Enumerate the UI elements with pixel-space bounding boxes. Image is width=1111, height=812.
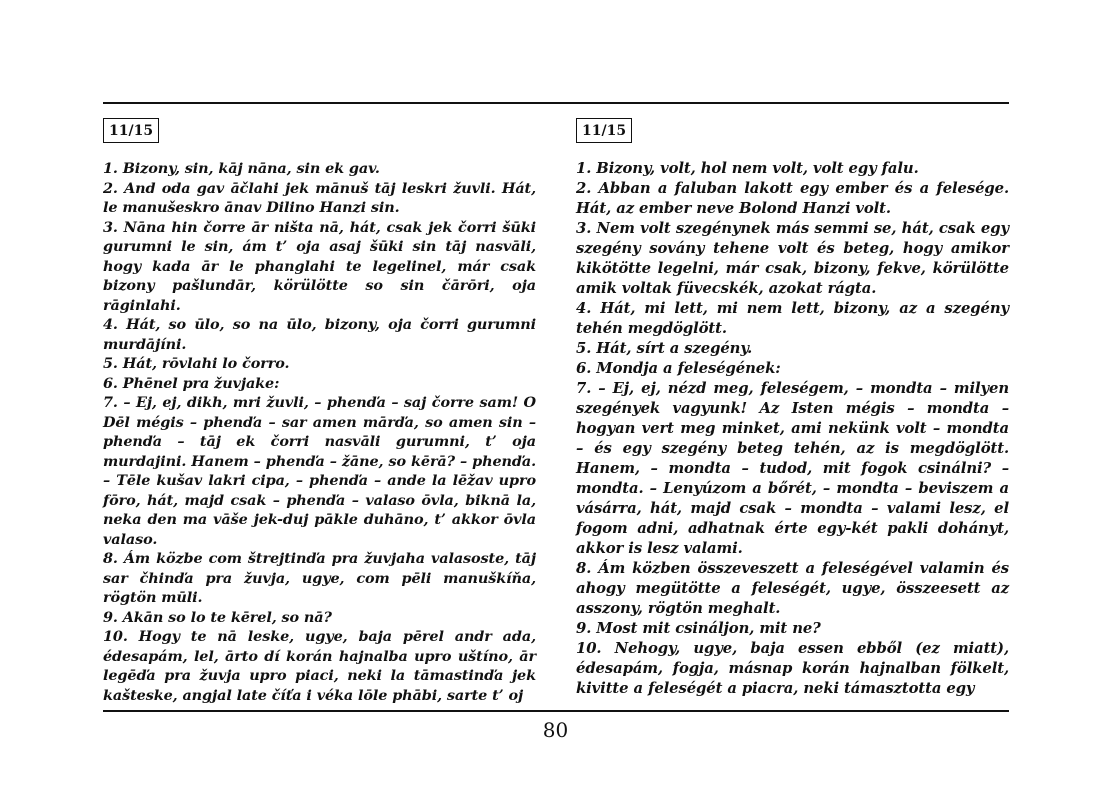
left-column-romani [103, 118, 536, 705]
top-rule [103, 102, 1009, 104]
page-number: 80 [542, 718, 569, 742]
paragraph: 4. Hát, mi lett, mi nem lett, bizony, az a szegény tehén megdöglött. [576, 300, 1009, 337]
paragraph: 1. Bizony, volt, hol nem volt, volt egy falu. [576, 160, 919, 177]
paragraph: 3. Nāna hin čorre ār ništa nā, hát, csak jek čorri šūki gurumni le sin, ám t’ oja asaj šūki sin tāj nasvāli, hogy kada ār le phanglahi te legelinel, már csak bizony pašlundār, körülötte so sin čārōri, oja rāginlahi. [103, 218, 536, 314]
section-number-box: 11/15 [576, 118, 632, 143]
paragraph: 2. And oda gav āčlahi jek mānuš tāj leskri žuvli. Hát, le manušeskro ānav Dilino Hanzi sin. [103, 179, 536, 216]
paragraph: 8. Ám közbe com štrejtinďa pra žuvjaha valasoste, tāj sar čhinďa pra žuvja, ugye, com pēli manuškíňa, rögtön mūli. [103, 550, 536, 606]
paragraph: 6. Mondja a feleségének: [576, 360, 781, 377]
paragraph: 7. – Ej, ej, dikh, mri žuvli, – phenďa – saj čorre sam! O Dēl mégis – phenďa – sar amen mārďa, so amen sin – phenďa – tāj ek čorri nasvāli gurumni, t’ oja murdajini. Hanem – phenďa – žāne, so kērā? – phenďa. – Tēle kušav lakri cipa, – phenďa – ande la lēžav upro fōro, hát, majd csak – phenďa – valaso ōvla, biknā la, neka den ma vāše jek-duj pākle duhāno, t’ akkor ōvla valaso. [103, 394, 536, 548]
bottom-rule [103, 710, 1009, 712]
paragraph: 7. – Ej, ej, nézd meg, feleségem, – mondta – milyen szegények vagyunk! Az Isten mégis – mondta – hogyan vert meg minket, ami nekünk volt – mondta – és egy szegény beteg tehén, az is megdöglött. Hanem, – mondta – tudod, mit fogok csinálni? – mondta. – Lenyúzom a bőrét, – mondta – beviszem a vásárra, hát, majd csak – mondta – valami lesz, el fogom adni, adhatnak érte egy-két pakli dohányt, akkor is lesz valami. [576, 380, 1009, 557]
paragraph: 6. Phēnel pra žuvjake: [103, 374, 280, 392]
paragraph: 9. Akān so lo te kērel, so nā? [103, 608, 332, 626]
paragraph: 10. Hogy te nā leske, ugye, baja pērel andr ada, édesapám, lel, ārto dí korán hajnalba upro uštíno, ār legēďa pra žuvja upro piaci, neki la tāmastinďa jek kašteske, angjal late číťa i véka lōle phābi, sarte t’ oj [103, 628, 536, 704]
section-number-box: 11/15 [103, 118, 159, 143]
paragraph: 2. Abban a faluban lakott egy ember és a felesége. Hát, az ember neve Bolond Hanzi volt. [576, 180, 1009, 217]
paragraph: 5. Hát, sírt a szegény. [576, 340, 753, 357]
paragraph: 4. Hát, so ūlo, so na ūlo, bizony, oja čorri gurumni murdājíni. [103, 316, 536, 353]
paragraph: 3. Nem volt szegénynek más semmi se, hát, csak egy szegény sovány tehene volt és beteg, hogy amikor kikötötte legelni, már csak, bizony, fekve, körülötte amik voltak füvecskék, azokat rágta. [576, 220, 1009, 297]
paragraph: 5. Hát, rōvlahi lo čorro. [103, 355, 290, 372]
paragraph: 10. Nehogy, ugye, baja essen ebből (ez miatt), édesapám, fogja, másnap korán hajnalban fölkelt, kivitte a feleségét a piacra, neki támasztotta egy [576, 640, 1009, 697]
right-column-hungarian [576, 118, 1009, 699]
paragraph: 9. Most mit csináljon, mit ne? [576, 620, 821, 637]
paragraph: 1. Bizony, sin, kāj nāna, sin ek gav. [103, 160, 380, 177]
paragraph: 8. Ám közben összeveszett a feleségével valamin és ahogy megütötte a feleségét, ugye, összeesett az asszony, rögtön meghalt. [576, 560, 1009, 617]
